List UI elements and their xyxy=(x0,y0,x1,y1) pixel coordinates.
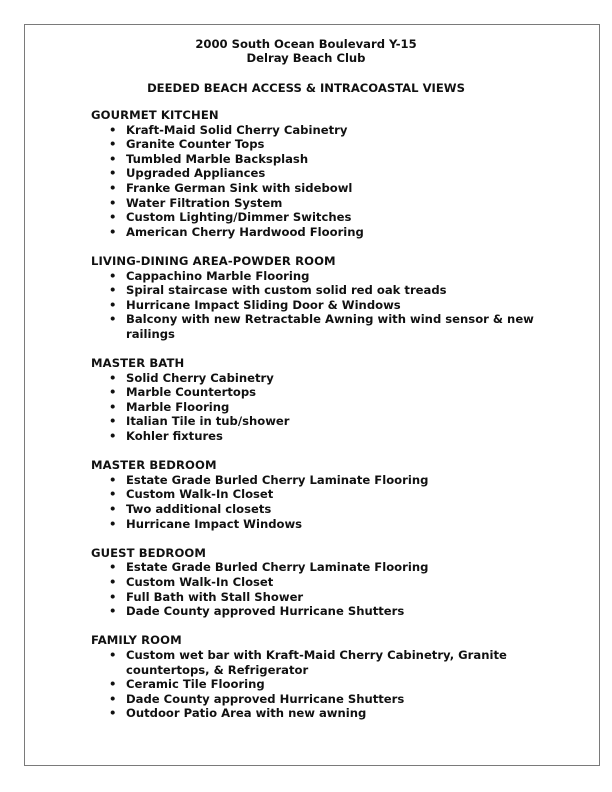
list-item xyxy=(91,429,561,444)
list-item xyxy=(91,283,561,298)
list-item xyxy=(91,210,561,225)
list-item-text: Hurricane Impact Sliding Door & Windows xyxy=(126,297,401,312)
list-item xyxy=(91,473,561,488)
bullet-icon: • xyxy=(109,560,117,575)
list-item-text: Outdoor Patio Area with new awning xyxy=(126,706,367,721)
list-item-text: Balcony with new Retractable Awning with wind sensor & new railings xyxy=(126,312,534,341)
bullet-icon: • xyxy=(109,647,117,662)
list-item xyxy=(91,590,561,605)
list-item xyxy=(91,400,561,415)
bullet-icon: • xyxy=(109,516,117,531)
bullet-icon: • xyxy=(109,706,117,721)
bullet-icon: • xyxy=(109,297,117,312)
feature-sections xyxy=(91,108,561,736)
bullet-icon: • xyxy=(109,487,117,502)
list-item-text: Custom Walk-In Closet xyxy=(126,487,274,502)
list-item xyxy=(91,692,561,707)
bullet-icon: • xyxy=(109,283,117,298)
list-item xyxy=(91,166,561,181)
list-item-text: Estate Grade Burled Cherry Laminate Flooring xyxy=(126,560,429,575)
bullet-icon: • xyxy=(109,210,117,225)
list-item-text: Custom Walk-In Closet xyxy=(126,575,274,589)
list-item-text: Spiral staircase with custom solid red oak treads xyxy=(126,283,447,298)
list-item xyxy=(91,487,561,502)
list-item-text: Cappachino Marble Flooring xyxy=(126,268,310,283)
list-item-text: Kohler fixtures xyxy=(126,429,223,444)
feature-list xyxy=(91,648,561,721)
list-item-text: Franke German Sink with sidebowl xyxy=(126,180,353,195)
list-item xyxy=(91,604,561,619)
bullet-icon: • xyxy=(109,312,117,327)
feature-list xyxy=(91,269,561,342)
feature-list xyxy=(91,560,561,618)
list-item-text: Dade County approved Hurricane Shutters xyxy=(126,691,405,706)
list-item-text: Kraft-Maid Solid Cherry Cabinetry xyxy=(126,122,348,137)
bullet-icon: • xyxy=(109,268,117,283)
section-title: MASTER BEDROOM xyxy=(91,458,217,473)
bullet-icon: • xyxy=(109,575,117,589)
list-item-text: Two additional closets xyxy=(126,502,272,517)
list-item xyxy=(91,123,561,138)
list-item-text: Water Filtration System xyxy=(126,195,283,210)
list-item-text: Solid Cherry Cabinetry xyxy=(126,370,274,385)
feature-list xyxy=(91,473,561,531)
bullet-icon: • xyxy=(109,677,117,692)
bullet-icon: • xyxy=(109,604,117,619)
feature-section xyxy=(91,254,561,342)
section-title: GUEST BEDROOM xyxy=(91,545,207,560)
list-item-text: American Cherry Hardwood Flooring xyxy=(126,224,364,239)
list-item xyxy=(91,225,561,240)
list-item xyxy=(91,137,561,152)
bullet-icon: • xyxy=(109,429,117,444)
bullet-icon: • xyxy=(109,502,117,517)
feature-list xyxy=(91,371,561,444)
feature-list xyxy=(91,123,561,240)
list-item xyxy=(91,414,561,429)
section-title: GOURMET KITCHEN xyxy=(91,108,219,122)
bullet-icon: • xyxy=(109,691,117,706)
list-item-text: Ceramic Tile Flooring xyxy=(126,677,265,692)
feature-section xyxy=(91,108,561,239)
subtitle-heading: DEEDED BEACH ACCESS & INTRACOASTAL VIEWS xyxy=(147,81,465,95)
bullet-icon: • xyxy=(109,224,117,239)
list-item xyxy=(91,517,561,532)
list-item xyxy=(91,181,561,196)
list-item-text: Italian Tile in tub/shower xyxy=(126,414,290,429)
bullet-icon: • xyxy=(109,399,117,414)
list-item xyxy=(91,648,561,677)
list-item-text: Hurricane Impact Windows xyxy=(126,516,303,531)
list-item xyxy=(91,706,561,721)
bullet-icon: • xyxy=(109,151,117,166)
list-item xyxy=(91,677,561,692)
list-item xyxy=(91,312,561,341)
list-item-text: Custom Lighting/Dimmer Switches xyxy=(126,210,352,225)
bullet-icon: • xyxy=(109,195,117,210)
list-item xyxy=(91,269,561,284)
list-item-text: Marble Flooring xyxy=(126,399,230,414)
bullet-icon: • xyxy=(109,472,117,487)
feature-section xyxy=(91,633,561,721)
list-item-text: Tumbled Marble Backsplash xyxy=(126,151,309,166)
list-item xyxy=(91,502,561,517)
list-item-text: Custom wet bar with Kraft-Maid Cherry Cabinetry, Granite countertops, & Refrigerator xyxy=(126,647,507,677)
list-item-text: Full Bath with Stall Shower xyxy=(126,589,304,604)
section-title: FAMILY ROOM xyxy=(91,633,182,648)
bullet-icon: • xyxy=(109,137,117,152)
list-item-text: Estate Grade Burled Cherry Laminate Flooring xyxy=(126,472,429,487)
bullet-icon: • xyxy=(109,370,117,385)
feature-section xyxy=(91,458,561,531)
list-item xyxy=(91,152,561,167)
list-item xyxy=(91,298,561,313)
list-item xyxy=(91,196,561,211)
list-item-text: Granite Counter Tops xyxy=(126,137,265,152)
list-item-text: Dade County approved Hurricane Shutters xyxy=(126,604,405,619)
list-item xyxy=(91,371,561,386)
bullet-icon: • xyxy=(109,414,117,429)
club-name-heading: Delray Beach Club xyxy=(246,51,366,65)
feature-section xyxy=(91,546,561,619)
bullet-icon: • xyxy=(109,180,117,195)
feature-section xyxy=(91,356,561,444)
section-title: LIVING-DINING AREA-POWDER ROOM xyxy=(91,253,336,268)
list-item-text: Upgraded Appliances xyxy=(126,166,266,181)
bullet-icon: • xyxy=(109,166,117,181)
list-item xyxy=(91,560,561,575)
list-item-text: Marble Countertops xyxy=(126,385,257,400)
address-heading: 2000 South Ocean Boulevard Y-15 xyxy=(195,37,417,51)
section-title: MASTER BATH xyxy=(91,356,185,371)
bullet-icon: • xyxy=(109,589,117,604)
bullet-icon: • xyxy=(109,385,117,400)
list-item xyxy=(91,575,561,590)
bullet-icon: • xyxy=(109,122,117,137)
list-item xyxy=(91,385,561,400)
